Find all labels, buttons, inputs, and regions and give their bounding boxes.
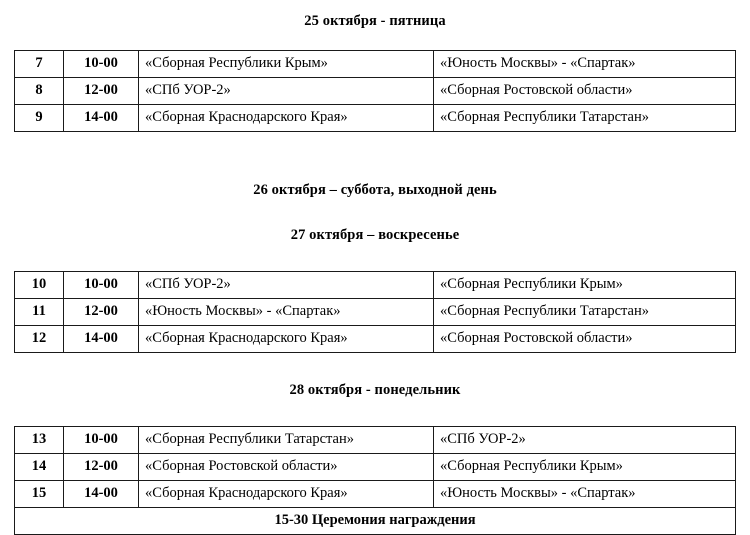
match-number: 13: [15, 427, 64, 454]
match-number: 10: [15, 272, 64, 299]
match-time: 12-00: [64, 78, 139, 105]
section-heading-oct28: 28 октября - понедельник: [289, 382, 461, 398]
match-time: 12-00: [64, 454, 139, 481]
match-number: 11: [15, 299, 64, 326]
section-heading-oct26: 26 октября – суббота, выходной день: [253, 182, 497, 198]
table-row: [15, 481, 736, 508]
table-row: [15, 326, 736, 353]
spacer-block-4: [0, 366, 750, 382]
match-number: 8: [15, 78, 64, 105]
team-away: «Сборная Ростовской области»: [434, 326, 736, 353]
team-away: «Сборная Республики Татарстан»: [434, 299, 736, 326]
schedule-table-oct27: [14, 271, 736, 353]
team-home: «Сборная Краснодарского Края»: [139, 326, 434, 353]
spacer-after-table-oct27: [0, 353, 750, 366]
award-ceremony-text: 15-30 Церемония награждения: [15, 508, 736, 535]
match-number: 7: [15, 51, 64, 78]
spacer-block-3: [0, 258, 750, 271]
match-time: 10-00: [64, 272, 139, 299]
spacer-after-table-oct25: [0, 132, 750, 149]
spacer-block-2: [0, 199, 750, 227]
top-spacer: [0, 0, 750, 6]
match-number: 15: [15, 481, 64, 508]
table-row: [15, 78, 736, 105]
spacer-block-1: [0, 149, 750, 182]
team-away: «Сборная Ростовской области»: [434, 78, 736, 105]
team-away: «Сборная Республики Татарстан»: [434, 105, 736, 132]
team-away: «СПб УОР-2»: [434, 427, 736, 454]
team-away: «Сборная Республики Крым»: [434, 272, 736, 299]
match-time: 12-00: [64, 299, 139, 326]
team-home: «Сборная Республики Крым»: [139, 51, 434, 78]
match-number: 12: [15, 326, 64, 353]
match-number: 14: [15, 454, 64, 481]
team-away: «Юность Москвы» - «Спартак»: [434, 481, 736, 508]
table-row: [15, 454, 736, 481]
match-number: 9: [15, 105, 64, 132]
spacer-after-heading-oct27: [0, 244, 750, 258]
schedule-table-oct25: [14, 50, 736, 132]
team-away: «Юность Москвы» - «Спартак»: [434, 51, 736, 78]
table-row-ceremony: [15, 508, 736, 535]
match-time: 14-00: [64, 105, 139, 132]
table-row: [15, 427, 736, 454]
match-time: 10-00: [64, 427, 139, 454]
match-time: 10-00: [64, 51, 139, 78]
team-home: «Сборная Ростовской области»: [139, 454, 434, 481]
table-row: [15, 51, 736, 78]
spacer-after-heading-oct25: [0, 30, 750, 50]
team-home: «Сборная Краснодарского Края»: [139, 105, 434, 132]
schedule-table-oct28: [14, 426, 736, 535]
team-home: «Юность Москвы» - «Спартак»: [139, 299, 434, 326]
team-home: «СПб УОР-2»: [139, 78, 434, 105]
section-heading-oct27: 27 октября – воскресенье: [290, 227, 460, 243]
match-time: 14-00: [64, 326, 139, 353]
table-row: [15, 299, 736, 326]
table-row: [15, 105, 736, 132]
section-heading-oct25: 25 октября - пятница: [304, 13, 446, 29]
team-home: «Сборная Краснодарского Края»: [139, 481, 434, 508]
spacer-after-heading-oct28: [0, 399, 750, 413]
team-home: «Сборная Республики Татарстан»: [139, 427, 434, 454]
match-time: 14-00: [64, 481, 139, 508]
team-away: «Сборная Республики Крым»: [434, 454, 736, 481]
table-row: [15, 272, 736, 299]
team-home: «СПб УОР-2»: [139, 272, 434, 299]
spacer-block-5: [0, 413, 750, 426]
